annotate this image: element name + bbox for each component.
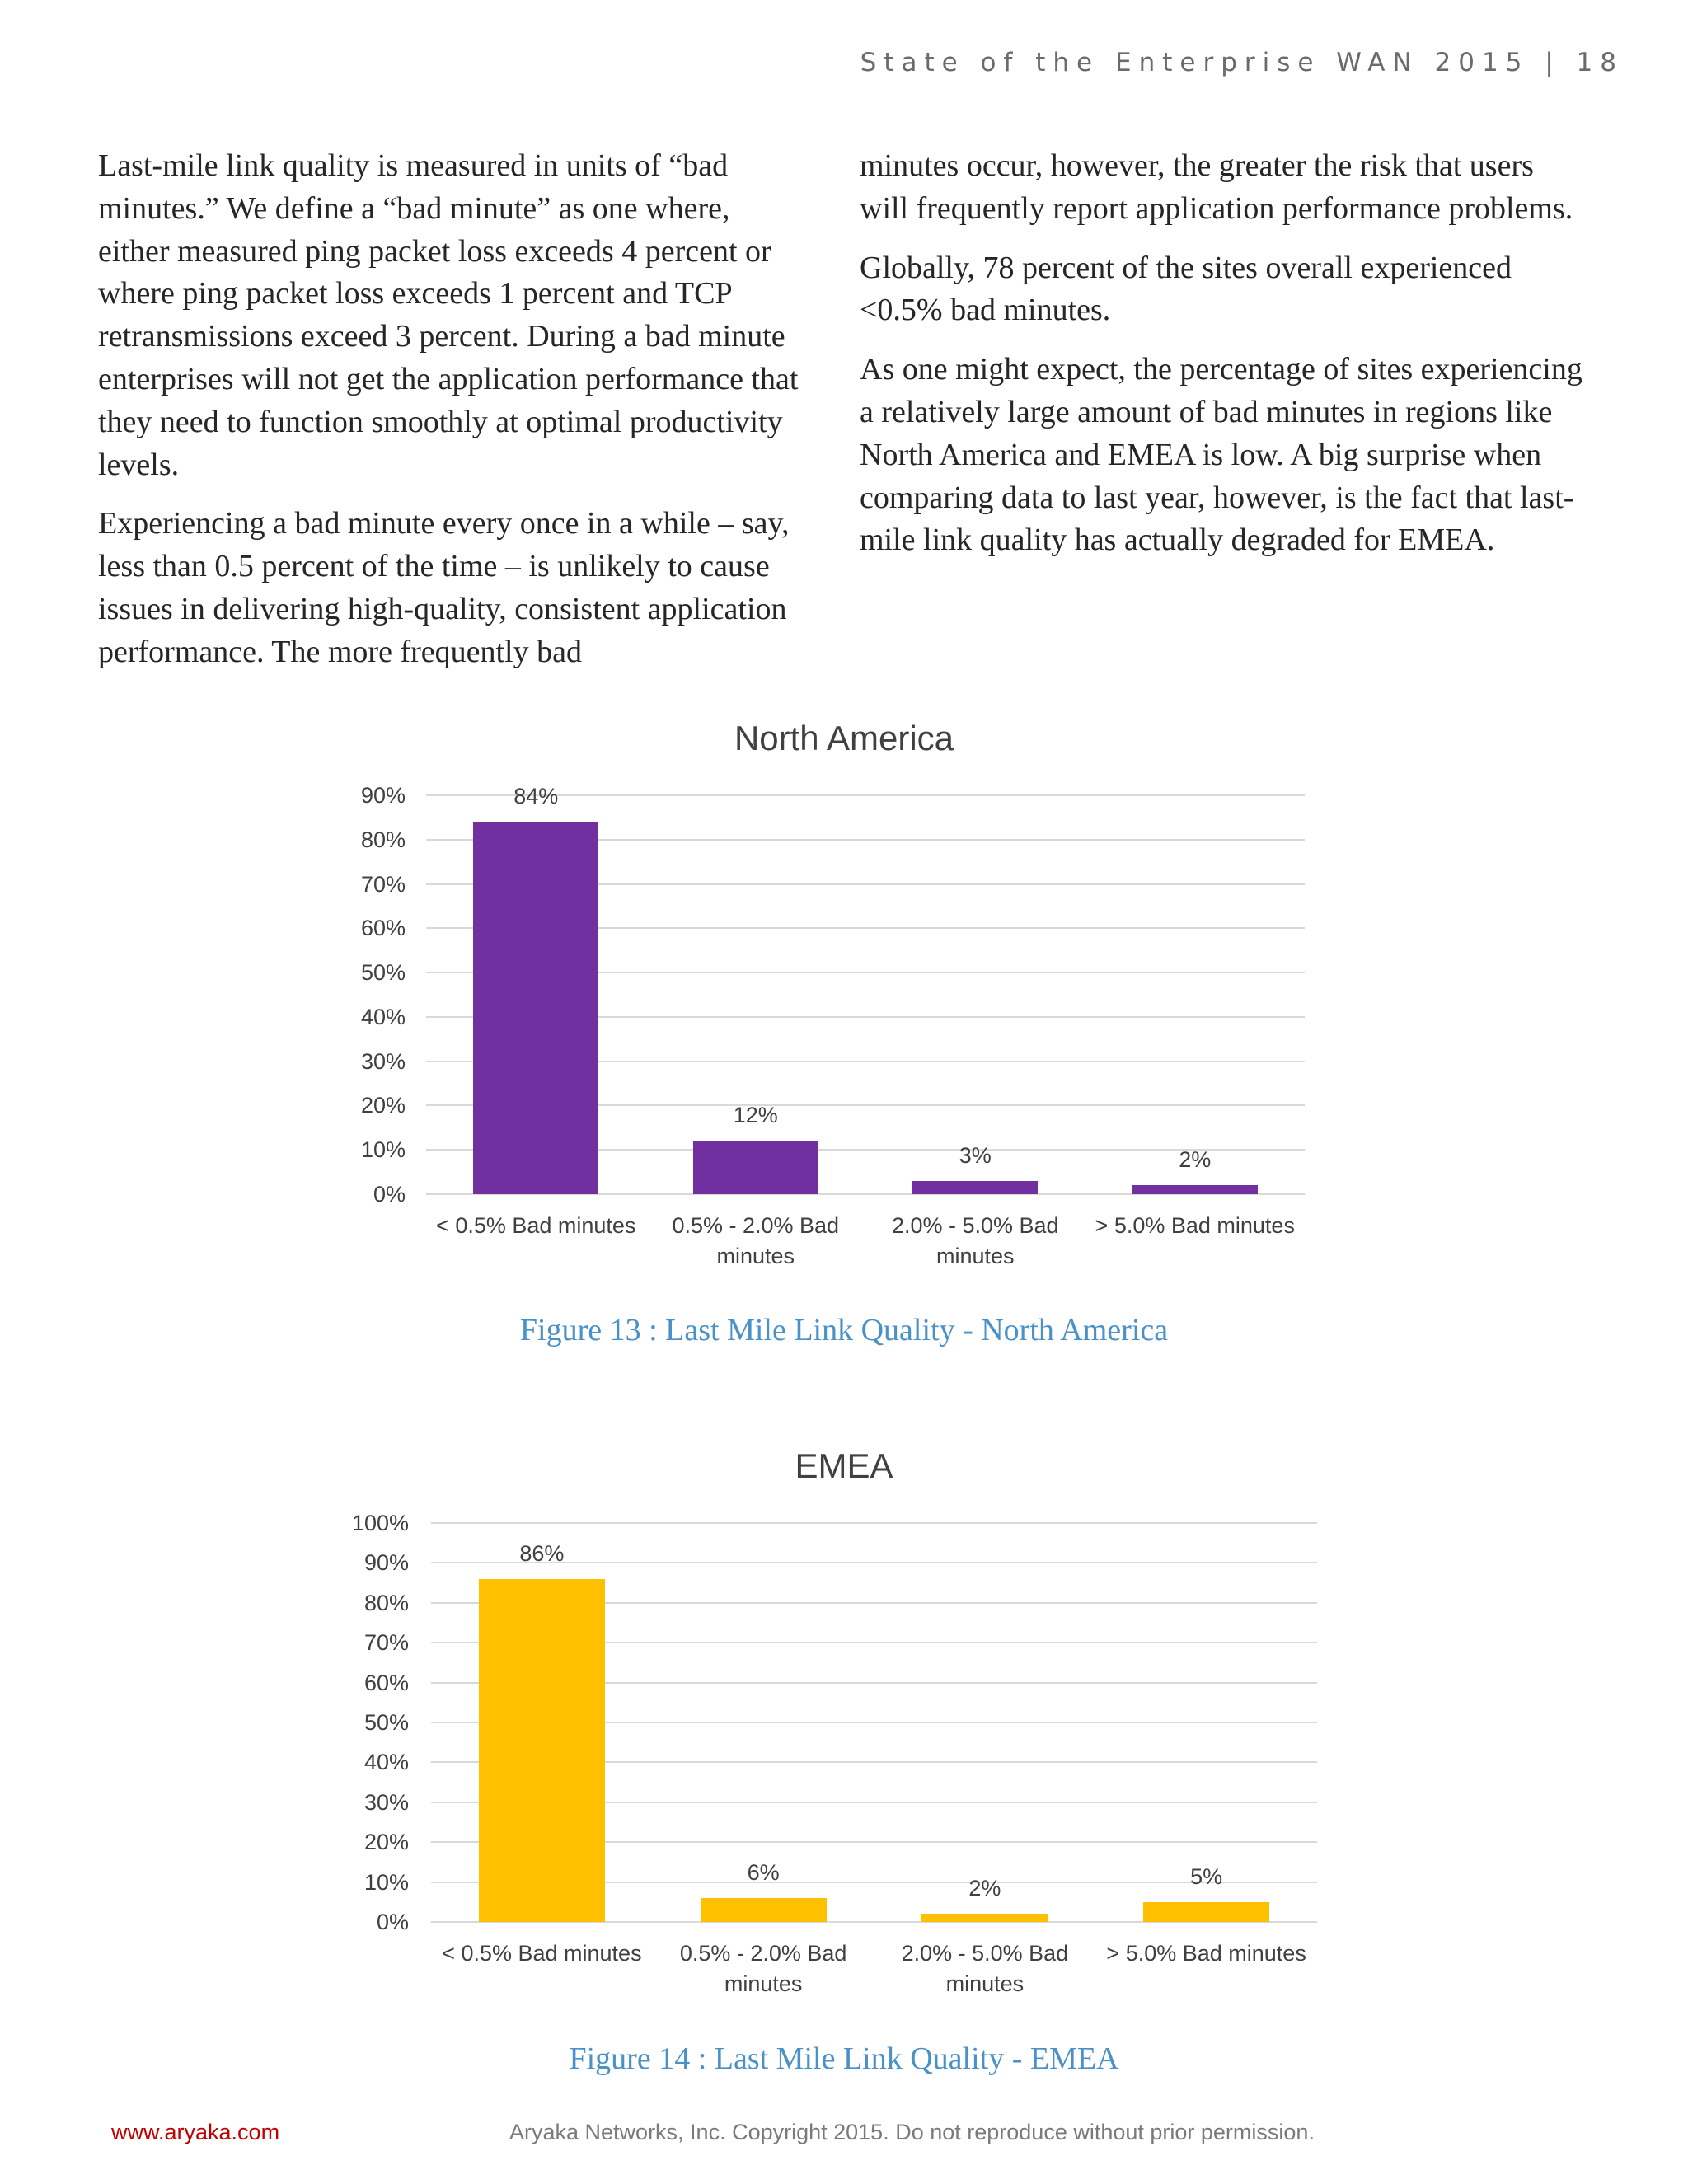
gridline: [431, 1522, 1317, 1524]
paragraph: minutes occur, however, the greater the risk that users will frequently report application performance problems.: [860, 148, 1573, 226]
bar: [912, 1181, 1038, 1194]
data-label: 2%: [1179, 1147, 1212, 1173]
y-tick-label: 80%: [363, 1590, 409, 1615]
paragraph: As one might expect, the percentage of sites experiencing a relatively large amount of bad minutes in regions like North America and EMEA is low. A big surprise when comparing data to last year, however, is the fact that last-mile link quality has actually degraded for EMEA.: [860, 352, 1582, 558]
y-tick-label: 60%: [360, 916, 406, 941]
data-label: 12%: [733, 1103, 778, 1128]
y-tick-label: 50%: [363, 1710, 409, 1735]
paragraph: Globally, 78 percent of the sites overall experienced <0.5% bad minutes.: [860, 250, 1512, 328]
y-tick-label: 70%: [360, 871, 406, 897]
data-label: 84%: [513, 784, 559, 809]
figure-13-caption: Figure 13 : Last Mile Link Quality - North America: [519, 1313, 1169, 1347]
bar: [479, 1579, 605, 1922]
y-tick-label: 30%: [360, 1048, 406, 1074]
category-label: > 5.0% Bad minutes: [1106, 1941, 1306, 1966]
footer-url-link[interactable]: www.aryaka.com: [111, 2120, 280, 2144]
y-tick-label: 20%: [360, 1093, 406, 1118]
y-tick-label: 60%: [363, 1670, 409, 1695]
data-label: 3%: [959, 1142, 992, 1168]
category-label: < 0.5% Bad minutes: [442, 1941, 642, 1966]
footer-copyright: Aryaka Networks, Inc. Copyright 2015. Do not reproduce without prior permission.: [509, 2120, 1315, 2144]
bar: [473, 822, 598, 1194]
y-tick-label: 90%: [360, 783, 406, 808]
category-label: 2.0% - 5.0% Bad minutes: [901, 1941, 1069, 1996]
bar: [693, 1141, 818, 1194]
y-tick-label: 10%: [360, 1137, 406, 1163]
y-tick-label: 50%: [360, 960, 406, 986]
y-tick-label: 10%: [363, 1869, 409, 1895]
y-tick-label: 40%: [363, 1750, 409, 1775]
chart-title: North America: [734, 719, 954, 757]
chart-title: EMEA: [795, 1446, 893, 1485]
y-tick-label: 70%: [363, 1630, 409, 1656]
paragraph: Last-mile link quality is measured in units of “bad minutes.” We define a “bad minute” as one where, either measured ping packet loss exceeds 4 percent or where ping packet loss exceeds 1 percent and TCP retransmissions exceed 3 percent. During a bad minute enterprises will not get the application performance that they need to function smoothly at optimal productivity levels.: [98, 148, 799, 482]
bar: [701, 1898, 827, 1922]
page-header: State of the Enterprise WAN 2015 | 18: [860, 48, 1624, 77]
y-tick-label: 20%: [363, 1830, 409, 1855]
data-label: 86%: [519, 1540, 565, 1566]
y-tick-label: 30%: [363, 1789, 409, 1815]
category-label: < 0.5% Bad minutes: [436, 1213, 636, 1238]
body-right-column: [860, 145, 1585, 579]
paragraph: Experiencing a bad minute every once in a while – say, less than 0.5 percent of the time – is unlikely to cause issues in delivering high-quality, consistent application performance. The more frequently bad: [98, 506, 790, 669]
y-tick-label: 80%: [360, 827, 406, 852]
y-tick-label: 90%: [363, 1550, 409, 1576]
category-label: > 5.0% Bad minutes: [1095, 1213, 1295, 1238]
data-label: 5%: [1190, 1863, 1223, 1889]
y-tick-label: 100%: [351, 1511, 409, 1535]
category-label: 0.5% - 2.0% Bad minutes: [679, 1941, 847, 1996]
data-label: 2%: [968, 1876, 1001, 1901]
category-label: 2.0% - 5.0% Bad minutes: [891, 1213, 1059, 1268]
bar: [921, 1914, 1048, 1922]
bar: [1143, 1902, 1269, 1922]
y-tick-label: 0%: [376, 1910, 409, 1934]
bar: [1132, 1185, 1258, 1194]
y-tick-label: 40%: [360, 1004, 406, 1029]
category-label: 0.5% - 2.0% Bad minutes: [672, 1213, 840, 1268]
body-left-column: [98, 145, 807, 691]
data-label: 6%: [747, 1859, 780, 1885]
y-tick-label: 0%: [373, 1182, 406, 1207]
figure-14-caption: Figure 14 : Last Mile Link Quality - EMEA: [569, 2041, 1119, 2076]
